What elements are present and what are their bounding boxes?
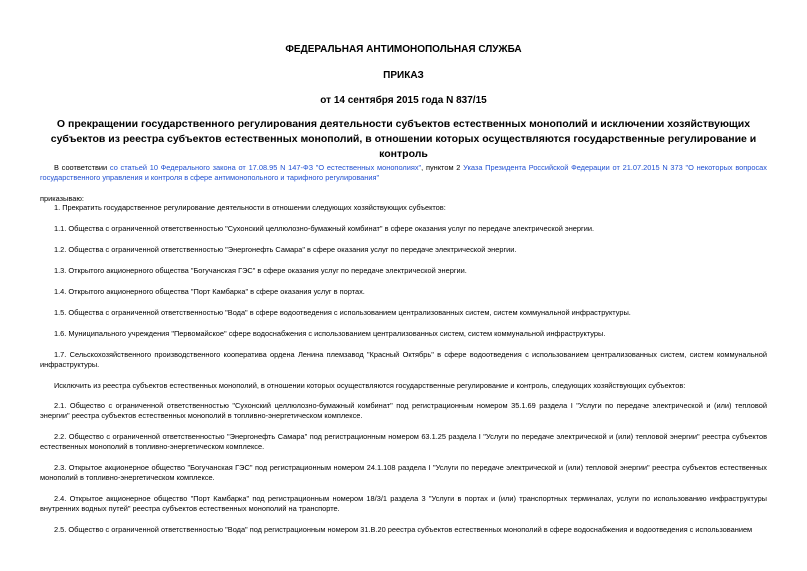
paragraph-2-2: 2.2. Общество с ограниченной ответственностью "Энергонефть Самара" под регистрационным номером 63.1.25 раздела I "Услуги по передаче электрической и (или) тепловой энергии" реестра субъектов естественных монополий в топливно-энергетическом комплексе. — [40, 432, 767, 451]
preamble-prefix: В соответствии — [54, 163, 110, 172]
preamble-middle: , пунктом 2 — [421, 163, 464, 172]
document-subject: О прекращении государственного регулирования деятельности субъектов естественных монополий и исключении хозяйствующих субъектов из реестра субъектов естественных монополий, в отношении которых осуществляются государственные регулирование и контроль — [50, 118, 757, 160]
agency-title: ФЕДЕРАЛЬНАЯ АНТИМОНОПОЛЬНАЯ СЛУЖБА — [285, 44, 522, 55]
paragraph-2-4: 2.4. Открытое акционерное общество "Порт Камбарка" под регистрационным номером 18/3/1 раздела 3 "Услуги в портах и (или) транспортных терминалах, услуги по использованию инфраструктуры внутренних водных путей" реестра субъектов естественных монополий на транспорте. — [40, 494, 767, 513]
orders-label: приказываю: — [40, 194, 84, 203]
paragraph-2-3: 2.3. Открытое акционерное общество "Богучанская ГЭС" под регистрационным номером 24.1.108 раздела I "Услуги по передаче электрической и (или) тепловой энергии" реестра субъектов естественных монополий в топливно-энергетическом комплексе. — [40, 463, 767, 482]
preamble-paragraph — [40, 163, 767, 183]
document-date-number: от 14 сентября 2015 года N 837/15 — [320, 95, 487, 106]
paragraph-1-7: 1.7. Сельскохозяйственного производственного кооператива ордена Ленина племзавод "Красный Октябрь" в сфере водоотведения с использованием централизованных систем, систем коммунальной инфраструктуры. — [40, 350, 767, 369]
paragraph-2-1: 2.1. Общество с ограниченной ответственностью "Сухонский целлюлозно-бумажный комбинат" под регистрационным номером 35.1.69 раздела I "Услуги по передаче электрической и (или) тепловой энергии" реестра субъектов естественных монополий в топливно-энергетическом комплексе. — [40, 401, 767, 420]
paragraph-2: Исключить из реестра субъектов естественных монополий, в отношении которых осуществляются государственные регулирование и контроль, следующих хозяйствующих субъектов: — [54, 381, 686, 390]
decree-link[interactable]: Указа Президента Российской Федерации от 21.07.2015 N 373 "О некоторых вопросах государственного управления и контроля в сфере антимонопольного и тарифного регулирования" — [40, 163, 767, 182]
document-type: ПРИКАЗ — [383, 70, 424, 81]
paragraph-2-5: 2.5. Общество с ограниченной ответственностью "Вода" под регистрационным номером 31.В.20 реестра субъектов естественных монополий в сфере водоснабжения и водоотведения с использованием — [54, 525, 753, 534]
paragraph-1: 1. Прекратить государственное регулирование деятельности в отношении следующих хозяйствующих субъектов: — [54, 203, 446, 212]
paragraph-1-6: 1.6. Муниципального учреждения "Первомайское" сфере водоснабжения с использованием централизованных систем, систем коммунальной инфраструктуры. — [54, 329, 606, 338]
paragraph-1-1: 1.1. Общества с ограниченной ответственностью "Сухонский целлюлозно-бумажный комбинат" в сфере оказания услуг по передаче электрической энергии. — [54, 224, 595, 233]
law-link[interactable]: со статьей 10 Федерального закона от 17.08.95 N 147-ФЗ "О естественных монополиях" — [109, 163, 422, 172]
paragraph-1-3: 1.3. Открытого акционерного общества "Богучанская ГЭС" в сфере оказания услуг по передаче электрической энергии. — [54, 266, 467, 275]
paragraph-1-4: 1.4. Открытого акционерного общества "Порт Камбарка" в сфере оказания услуг в портах. — [54, 287, 365, 296]
paragraph-1-2: 1.2. Общества с ограниченной ответственностью "Энергонефть Самара" в сфере оказания услуг по передаче электрической энергии. — [54, 245, 517, 254]
paragraph-1-5: 1.5. Общества с ограниченной ответственностью "Вода" в сфере водоотведения с использованием централизованных систем, систем коммунальной инфраструктуры. — [54, 308, 631, 317]
